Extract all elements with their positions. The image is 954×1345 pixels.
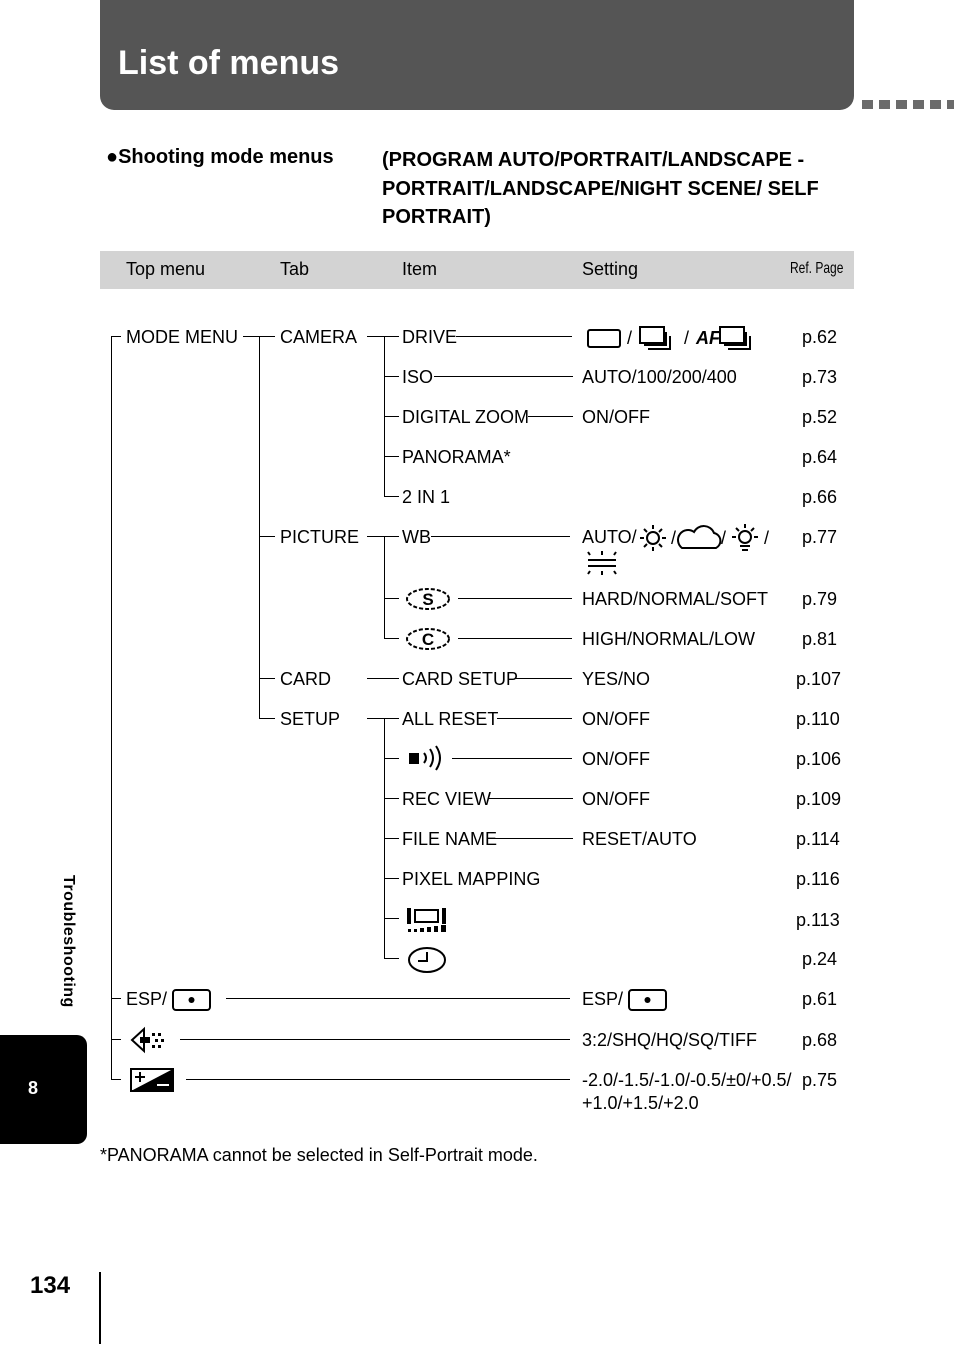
setting-digital-zoom: ON/OFF — [582, 407, 650, 427]
section-title — [106, 146, 334, 169]
setting-rec-view: ON/OFF — [582, 789, 650, 809]
svg-text:/: / — [627, 328, 633, 348]
svg-text:/: / — [684, 328, 690, 348]
setting-wb: AUTO/ — [582, 527, 637, 547]
ref-page: p.81 — [802, 629, 838, 649]
tungsten-icon — [732, 524, 758, 550]
svg-text:S: S — [422, 590, 434, 609]
ref-page: p.79 — [802, 589, 838, 609]
item-2in1: 2 IN 1 — [402, 487, 451, 507]
tab-setup: SETUP — [280, 709, 341, 729]
ref-page: p.64 — [802, 447, 838, 467]
chapter-number: 8 — [27, 1078, 38, 1098]
ref-page: p.73 — [802, 367, 838, 387]
setting-quality: 3:2/SHQ/HQ/SQ/TIFF — [582, 1030, 758, 1050]
header-ref-page: Ref. Page — [790, 260, 844, 277]
item-iso: ISO — [402, 367, 434, 387]
ref-page: p.109 — [796, 789, 842, 809]
table-header — [100, 251, 854, 289]
setting-esp: ESP/ — [582, 989, 624, 1009]
page-number-rule — [99, 1272, 101, 1344]
ref-page: p.113 — [796, 910, 840, 930]
bullet: ● — [106, 146, 119, 168]
item-card-setup: CARD SETUP — [402, 669, 519, 689]
tab-picture: PICTURE — [280, 527, 360, 547]
item-digital-zoom: DIGITAL ZOOM — [402, 407, 530, 427]
chapter-label: Troubleshooting — [60, 875, 77, 1008]
setting-sharpness: HARD/NORMAL/SOFT — [582, 589, 769, 609]
ref-page: p.66 — [802, 487, 838, 507]
monitor-brightness-icon — [406, 906, 450, 934]
sunny-icon — [640, 525, 666, 551]
spot-meter-icon — [172, 989, 212, 1013]
setting-exposure-comp: -2.0/-1.5/-1.0/-0.5/±0/+0.5/ — [582, 1070, 792, 1090]
ref-page: p.68 — [802, 1030, 838, 1050]
item-drive: DRIVE — [402, 327, 458, 347]
ref-page: p.116 — [796, 869, 840, 889]
header-tab: Tab — [280, 259, 310, 279]
page-number: 134 — [30, 1272, 71, 1299]
setting-card-setup: YES/NO — [582, 669, 651, 689]
setting-exposure-comp-2: +1.0/+1.5/+2.0 — [582, 1093, 699, 1113]
beep-icon — [408, 745, 446, 773]
ref-page: p.106 — [796, 749, 842, 769]
header-setting: Setting — [582, 259, 639, 279]
setting-contrast: HIGH/NORMAL/LOW — [582, 629, 756, 649]
svg-text:C: C — [421, 630, 435, 649]
svg-text:/: / — [764, 528, 770, 548]
ref-page: p.77 — [802, 527, 838, 547]
spot-meter-icon — [628, 989, 668, 1013]
cloudy-icon — [678, 526, 720, 548]
page-title: List of menus — [118, 44, 340, 82]
ref-page: p.114 — [796, 829, 840, 849]
clock-icon — [407, 946, 447, 974]
drive-icons — [586, 324, 758, 354]
top-menu-esp: ESP/ — [126, 989, 168, 1009]
item-panorama: PANORAMA* — [402, 447, 511, 467]
svg-text:/: / — [671, 528, 677, 548]
tab-card: CARD — [280, 669, 332, 689]
tab-camera: CAMERA — [280, 327, 358, 347]
header-item: Item — [402, 259, 438, 279]
setting-beep: ON/OFF — [582, 749, 650, 769]
setting-file-name: RESET/AUTO — [582, 829, 697, 849]
wb-icons — [636, 520, 776, 580]
setting-all-reset: ON/OFF — [582, 709, 650, 729]
section-title-text: Shooting mode menus — [118, 146, 334, 168]
ref-page: p.24 — [802, 949, 838, 969]
ref-page: p.52 — [802, 407, 838, 427]
item-wb: WB — [402, 527, 431, 547]
ref-page: p.110 — [796, 709, 840, 729]
ref-page: p.75 — [802, 1070, 838, 1090]
svg-text:/: / — [721, 528, 727, 548]
section-subtitle: (PROGRAM AUTO/PORTRAIT/LANDSCAPE - PORTRAIT/LANDSCAPE/NIGHT SCENE/ SELF PORTRAIT) — [382, 149, 819, 228]
setting-iso: AUTO/100/200/400 — [582, 367, 737, 387]
item-rec-view: REC VIEW — [402, 789, 492, 809]
exposure-comp-icon — [130, 1068, 176, 1094]
item-file-name: FILE NAME — [402, 829, 498, 849]
ref-page: p.107 — [796, 669, 842, 689]
fluorescent-icon — [588, 551, 616, 575]
header-top-menu: Top menu — [126, 259, 206, 279]
svg-text:AF: AF — [696, 328, 720, 348]
item-all-reset: ALL RESET — [402, 709, 499, 729]
item-pixel-mapping: PIXEL MAPPING — [402, 869, 541, 889]
footnote: *PANORAMA cannot be selected in Self-Portrait mode. — [100, 1145, 538, 1165]
ref-page: p.62 — [802, 327, 838, 347]
ref-page: p.61 — [802, 989, 838, 1009]
contrast-icon — [406, 627, 454, 651]
top-menu-mode-menu: MODE MENU — [126, 327, 238, 347]
sharpness-icon — [406, 587, 454, 611]
quality-icon — [130, 1027, 172, 1053]
